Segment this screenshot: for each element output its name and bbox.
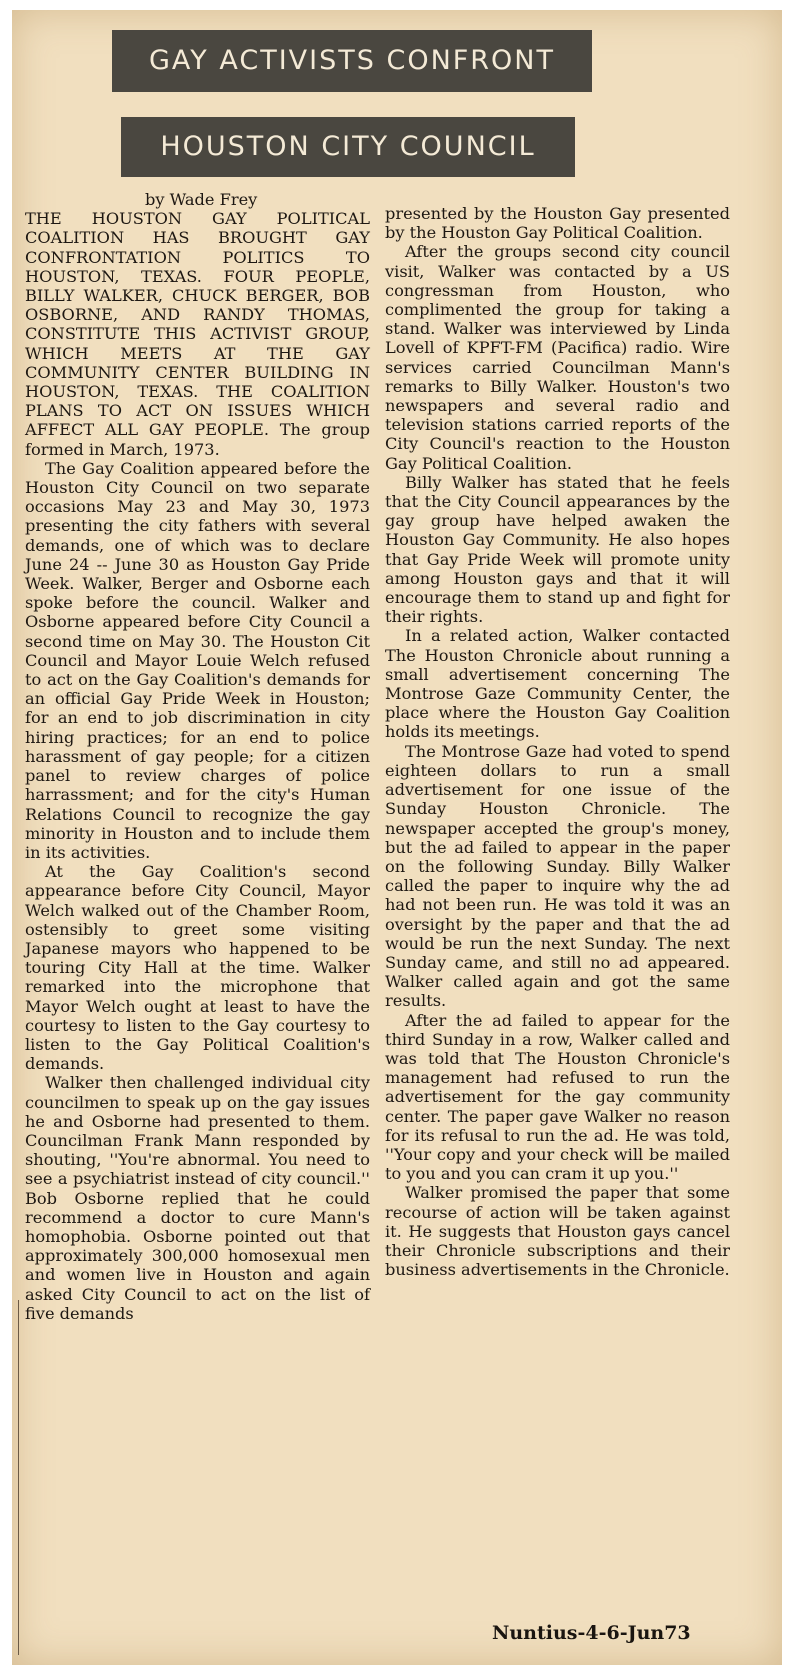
article-paragraph: Walker then challenged individual city councilmen to speak up on the gay issues he and Osborne had presented to them. Councilman Frank Mann responded by shouting, ''You're abnormal. You need to see a psychiatrist instead of city council.'' Bob Osborne replied that he could recommend a doctor to cure Mann's homophobia. Osborne pointed out that approximately 300,000 homosexual men and women live in Houston and again asked City Council to act on the list of five demands bbox=[25, 1073, 370, 1323]
article-column-left bbox=[25, 190, 370, 1323]
column-rule bbox=[18, 1300, 19, 1655]
article-paragraph: The Montrose Gaze had voted to spend eighteen dollars to run a small advertisement for one issue of the Sunday Houston Chronicle. The newspaper accepted the group's money, but the ad failed to appear in the paper on the following Sunday. Billy Walker called the paper to inquire why the ad had not been run. He was told it was an oversight by the paper and that the ad would be run the next Sunday. The next Sunday came, and still no ad appeared. Walker called again and got the same results. bbox=[385, 741, 730, 1011]
article-column-right bbox=[385, 204, 730, 1279]
article-paragraph: Billy Walker has stated that he feels that the City Council appearances by the gay group have helped awaken the Houston Gay Community. He also hopes that Gay Pride Week will promote unity among Houston gays and that it will encourage them to stand up and fight for their rights. bbox=[385, 472, 730, 627]
article-paragraph: In a related action, Walker contacted The Houston Chronicle about running a small advertisement concerning The Montrose Gaze Community Center, the place where the Houston Gay Coalition holds its meetings. bbox=[385, 626, 730, 742]
source-label: Nuntius-4-6-Jun73 bbox=[492, 1622, 691, 1644]
newspaper-clipping bbox=[12, 10, 782, 1665]
article-paragraph-continued: presented by the Houston Gay presented by the Houston Gay Political Coalition. bbox=[385, 204, 730, 243]
article-lede: THE HOUSTON GAY POLITICAL COALITION HAS BROUGHT GAY CONFRONTATION POLITICS TO HOUSTON, TEXAS. FOUR PEOPLE, BILLY WALKER, CHUCK BERGER, BOB OSBORNE, AND RANDY THOMAS, CONSTITUTE THIS ACTIVIST GROUP, WHICH MEETS AT THE GAY COMMUNITY CENTER BUILDING IN HOUSTON, TEXAS. THE COALITION PLANS TO ACT ON ISSUES WHICH AFFECT ALL GAY PEOPLE. The group formed in March, 1973. bbox=[25, 209, 370, 459]
article-paragraph: The Gay Coalition appeared before the Houston City Council on two separate occasions May 23 and May 30, 1973 presenting the city fathers with several demands, one of which was to declare June 24 -- June 30 as Houston Gay Pride Week. Walker, Berger and Osborne each spoke before the council. Walker and Osborne appeared before City Council a second time on May 30. The Houston Cit Council and Mayor Louie Welch refused to act on the Gay Coalition's demands for an official Gay Pride Week in Houston; for an end to job discrimination in city hiring practices; for an end to police harassment of gay people; for a citizen panel to review charges of police harrassment; and for the city's Human Relations Council to recognize the gay minority in Houston and to include them in its activities. bbox=[25, 458, 370, 862]
article-paragraph: Walker promised the paper that some recourse of action will be taken against it. He suggests that Houston gays cancel their Chronicle subscriptions and their business advertisements in the Chronicle. bbox=[385, 1183, 730, 1280]
article-paragraph: After the ad failed to appear for the third Sunday in a row, Walker called and was told that The Houston Chronicle's management had refused to run the advertisement for the gay community center. The paper gave Walker no reason for its refusal to run the ad. He was told, ''Your copy and your check will be mailed to you and you can cram it up you.'' bbox=[385, 1010, 730, 1184]
article-paragraph: At the Gay Coalition's second appearance before City Council, Mayor Welch walked out of the Chamber Room, ostensibly to greet some visiting Japanese mayors who happened to be touring City Hall at the time. Walker remarked into the microphone that Mayor Welch ought at least to have the courtesy to listen to the Gay courtesy to listen to the Gay Political Coalition's demands. bbox=[25, 862, 370, 1074]
article-paragraph: After the groups second city council visit, Walker was contacted by a US congressman from Houston, who complimented the group for taking a stand. Walker was interviewed by Linda Lovell of KPFT-FM (Pacifica) radio. Wire services carried Councilman Mann's remarks to Billy Walker. Houston's two newspapers and several radio and television stations carried reports of the City Council's reaction to the Houston Gay Political Coalition. bbox=[385, 242, 730, 473]
headline-line-1: GAY ACTIVISTS CONFRONT bbox=[112, 30, 592, 92]
headline-line-2: HOUSTON CITY COUNCIL bbox=[121, 117, 575, 177]
byline: by Wade Frey bbox=[145, 190, 258, 209]
